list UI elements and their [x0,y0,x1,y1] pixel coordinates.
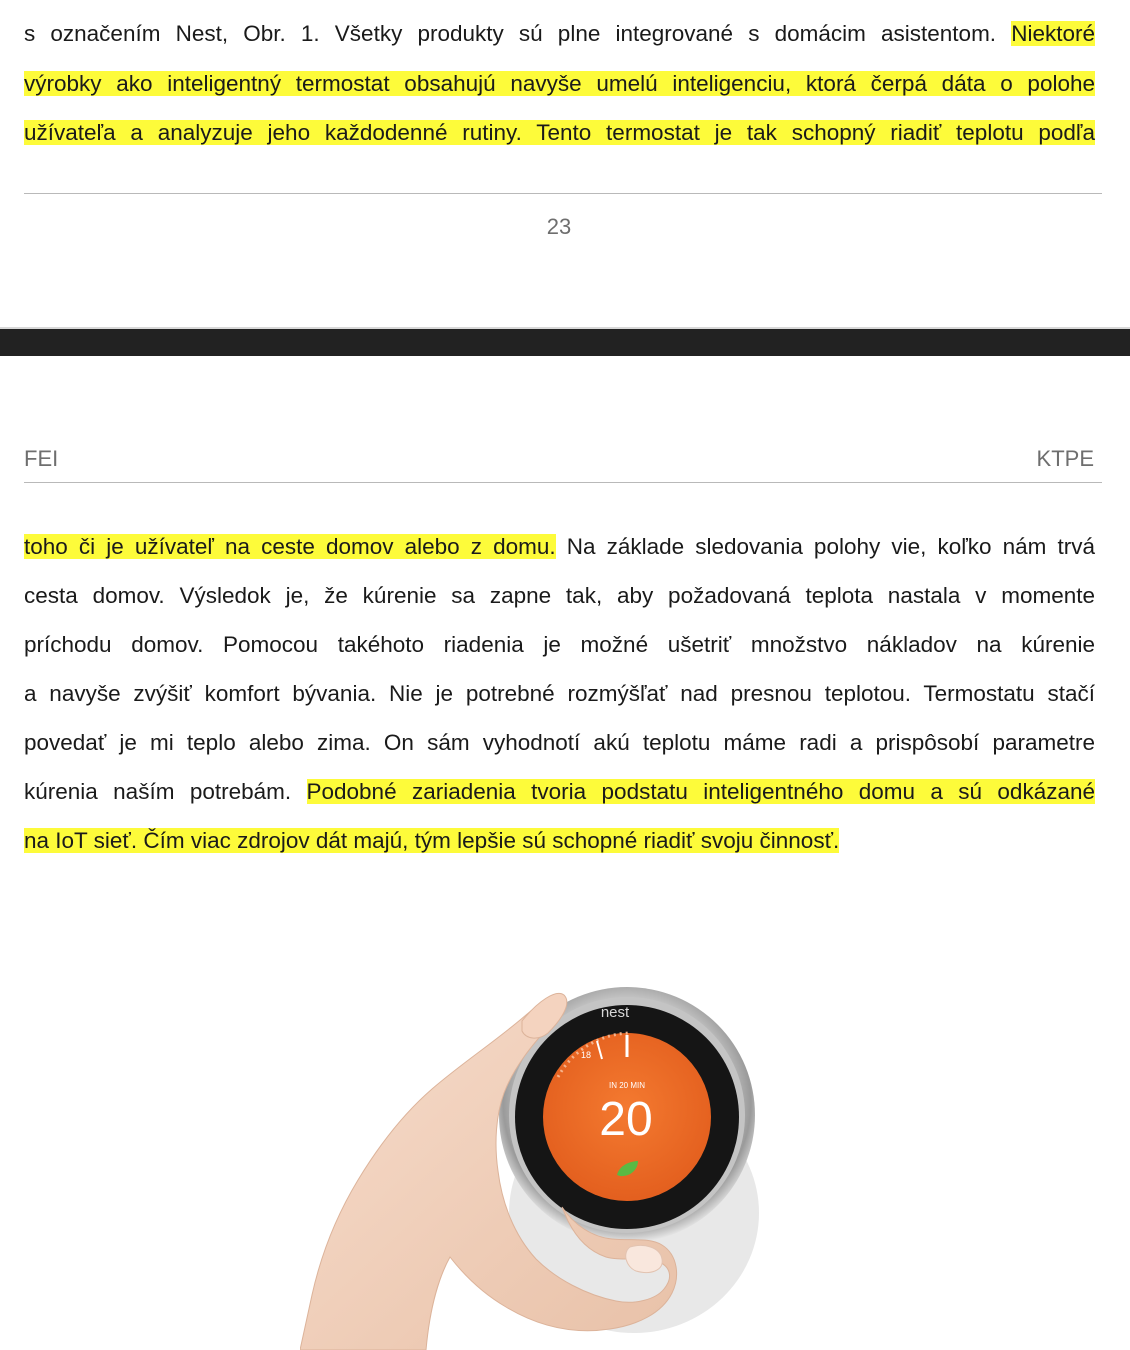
header-left: FEI [24,446,59,471]
text-line-7 [24,679,1095,709]
text-line-9 [24,777,1095,807]
page-number: 23 [546,214,572,239]
text-line-8 [24,728,1095,758]
highlighted-text: výrobky ako inteligentný termostat obsahujú navyše umelú inteligenciu, ktorá čerpá dáta o polohe [24,71,1095,96]
footer-rule [24,193,1102,194]
text-line-5 [24,581,1095,611]
highlighted-text: užívateľa a analyzuje jeho každodenné rutiny. Tento termostat je tak schopný riadiť teplotu podľa [24,120,1095,145]
text-run: a navyše zvýšiť komfort bývania. Nie je potrebné rozmýšľať nad presnou teplotou. Termostatu stačí [24,681,1095,706]
fingernail [626,1246,662,1273]
highlighted-text: na IoT sieť. Čím viac zdrojov dát majú, tým lepšie sú schopné riadiť svoju činnosť. [24,828,840,853]
text-line-6 [24,630,1095,660]
header-rule [24,482,1102,483]
text-line-10 [24,826,1095,856]
text-line-2 [24,69,1095,99]
highlighted-text: Niektoré [1011,21,1095,46]
header-right: KTPE [1036,446,1094,471]
mode-label: IN 20 MIN [608,1081,646,1090]
text-run: povedať je mi teplo alebo zima. On sám vyhodnotí akú teplotu máme radi a prispôsobí parametre [24,730,1095,755]
highlighted-text: Podobné zariadenia tvoria podstatu inteligentného domu a sú odkázané [306,779,1095,804]
text-line-3 [24,118,1095,148]
text-run: Na základe sledovania polohy vie, koľko nám trvá [555,534,1095,559]
highlighted-text: toho či je užívateľ na ceste domov alebo z domu. [24,534,556,559]
text-line-1 [24,19,1095,49]
page-separator [0,329,1130,356]
temperature-value: 20 [599,1093,653,1146]
text-run: s označením Nest, Obr. 1. Všetky produkty sú plne integrované s domácim asistentom. [24,21,1012,46]
set-point-label: 18 [580,1050,592,1060]
text-run: príchodu domov. Pomocou takéhoto riadenia je možné ušetriť množstvo nákladov na kúrenie [24,632,1095,657]
thermostat-figure [300,975,770,1350]
brand-logo: nest [600,1004,630,1021]
text-run: kúrenia naším potrebám. [24,779,307,804]
text-run: cesta domov. Výsledok je, že kúrenie sa zapne tak, aby požadovaná teplota nastala v momente [24,583,1095,608]
text-line-4 [24,532,1095,562]
